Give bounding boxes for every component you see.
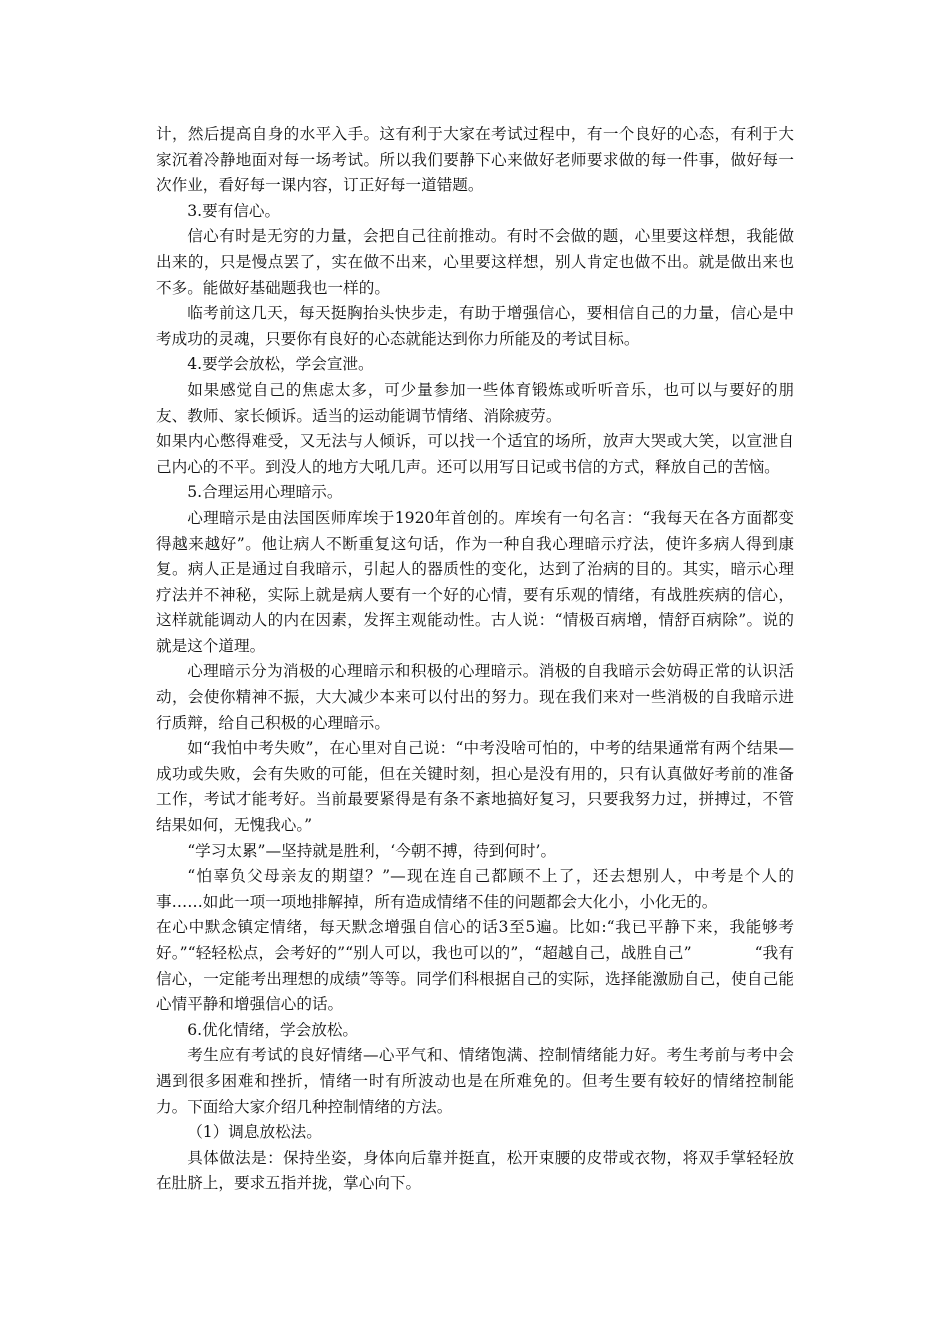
- subsection-heading-breathing: （1）调息放松法。: [187, 1123, 322, 1142]
- paragraph: 信心有时是无穷的力量，会把自己往前推动。有时不会做的题，心里要这样想，我能做出来的，只是慢点罢了，实在做不出来，心里要这样想，别人肯定也做不出。就是做出来也不多。能做好基础题我也一样的。: [156, 227, 794, 297]
- paragraph-continuation: 计，然后提高自身的水平入手。这有利于大家在考试过程中，有一个良好的心态，有利于大家沉着冷静地面对每一场考试。所以我们要静下心来做好老师要求做的每一件事，做好每一次作业，看好每一课内容，订正好每一道错题。: [156, 125, 794, 195]
- paragraph: 心理暗示是由法国医师库埃于1920年首创的。库埃有一句名言：“我每天在各方面都变得越来越好”。他让病人不断重复这句话，作为一种自我心理暗示疗法，使许多病人得到康复。病人正是通过自我暗示，引起人的器质性的变化，达到了治病的目的。其实，暗示心理疗法并不神秘，实际上就是病人要有一个好的心情，要有乐观的情绪，有战胜疾病的信心，这样就能调动人的内在因素，发挥主观能动性。古人说：“情极百病增，情舒百病除”。说的就是这个道理。: [156, 508, 794, 655]
- paragraph: “怕辜负父母亲友的期望？”—现在连自己都顾不上了，还去想别人，中考是个人的事……如此一项一项地排解掉，所有造成情绪不佳的问题都会大化小，小化无的。: [156, 867, 794, 911]
- paragraph: 如果感觉自己的焦虑太多，可少量参加一些体育锻炼或听听音乐，也可以与要好的朋友、教师、家长倾诉。适当的运动能调节情绪、消除疲劳。: [156, 380, 794, 425]
- section-heading-emotion: 6.优化情绪，学会放松。: [187, 1020, 359, 1039]
- paragraph: 具体做法是：保持坐姿，身体向后靠并挺直，松开束腰的皮带或衣物，将双手掌轻轻放在肚脐上，要求五指并拢，掌心向下。: [156, 1148, 794, 1193]
- document-page: [156, 122, 794, 1197]
- section-heading-suggestion: 5.合理运用心理暗示。: [187, 483, 343, 502]
- paragraph: 考生应有考试的良好情绪—心平气和、情绪饱满、控制情绪能力好。考生考前与考中会遇到很多困难和挫折，情绪一时有所波动也是在所难免的。但考生要有较好的情绪控制能力。下面给大家介绍几种控制情绪的方法。: [156, 1046, 794, 1116]
- paragraph: 如果内心憋得难受，又无法与人倾诉，可以找一个适宜的场所，放声大哭或大笑，以宣泄自己内心的不平。到没人的地方大吼几声。还可以用写日记或书信的方式，释放自己的苦恼。: [156, 432, 794, 476]
- paragraph: “学习太累”—坚持就是胜利，‘今朝不搏，待到何时’。: [187, 841, 557, 860]
- paragraph: 临考前这几天，每天挺胸抬头快步走，有助于增强信心，要相信自己的力量，信心是中考成功的灵魂，只要你有良好的心态就能达到你力所能及的考试目标。: [156, 304, 794, 348]
- paragraph: 心理暗示分为消极的心理暗示和积极的心理暗示。消极的自我暗示会妨碍正常的认识活动，会使你精神不振，大大减少本来可以付出的努力。现在我们来对一些消极的自我暗示进行质辩，给自己积极的心理暗示。: [156, 662, 794, 732]
- section-heading-confidence: 3.要有信心。: [187, 201, 281, 220]
- paragraph: 如“我怕中考失败”，在心里对自己说：“中考没啥可怕的，中考的结果通常有两个结果—成功或失败，会有失败的可能，但在关键时刻，担心是没有用的，只有认真做好考前的准备工作，考试才能考好。当前最要紧得是有条不紊地搞好复习，只要我努力过，拼搏过，不管结果如何，无愧我心。”: [156, 739, 794, 835]
- section-heading-relax: 4.要学会放松，学会宣泄。: [187, 355, 374, 374]
- paragraph: 在心中默念镇定情绪，每天默念增强自信心的话3至5遍。比如:“我已平静下来，我能够考好。”“轻轻松点，会考好的”“别人可以，我也可以的”，“超越自己，战胜自己” “我有信心，一定能考出理想的成绩”等等。同学们科根据自己的实际，选择能激励自己，使自己能心情平静和增强信心的话。: [156, 918, 794, 1014]
